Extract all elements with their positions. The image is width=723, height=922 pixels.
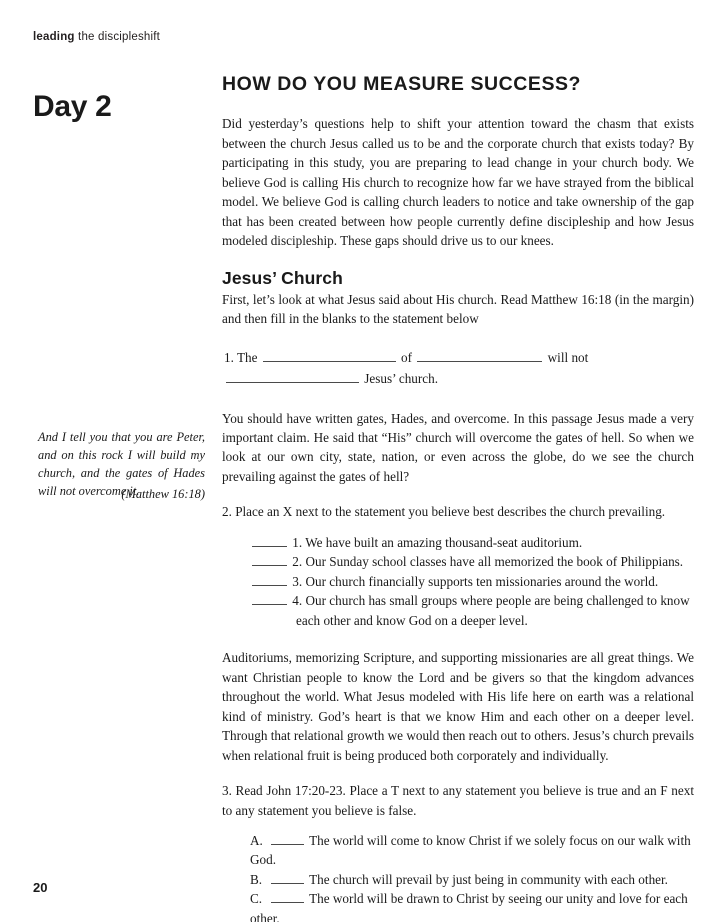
- answer-paragraph: You should have written gates, Hades, and overcome. In this passage Jesus made a very important claim. He said that “His” church will overcome the gates of hell. So when we look at our own city, state, nation, or even across the globe, do we see the church prevailing against the gates of hell?: [222, 410, 694, 484]
- option-text: The church will prevail by just being in community with each other.: [309, 871, 668, 887]
- relational-paragraph: Auditoriums, memorizing Scripture, and supporting missionaries are all great things. We want Christian people to know the Lord and be givers so that the kingdom advances throughout the world. What Jesus modeled with His life here on earth was a relational kind of ministry. God’s heart is that we know Him and each other on a deeper level. Through that relational growth we would then reach out to others. Jesus’s church prevails when relational fruit is being produced both corporately and individually.: [222, 650, 694, 763]
- list-item: [222, 591, 694, 630]
- option-letter: B.: [250, 871, 263, 887]
- question-3-prompt: 3. Read John 17:20-23. Place a T next to any statement you believe is true and an F next to any statement you believe is false.: [222, 783, 694, 818]
- blank-field-option-a[interactable]: [271, 832, 304, 845]
- blank-field-option-1[interactable]: [252, 534, 287, 547]
- running-header-bold: leading: [33, 31, 75, 43]
- list-item: [222, 889, 694, 922]
- margin-scripture-quote: And I tell you that you are Peter, and on this rock I will build my church, and the gates of Hades will not overcome it.: [38, 430, 205, 499]
- fill-in-mid-word: of: [401, 349, 413, 365]
- option-letter: A.: [250, 832, 263, 848]
- option-text: 4. Our church has small groups where people are being challenged to know: [292, 593, 690, 609]
- list-item: [222, 552, 694, 571]
- list-item: [222, 533, 694, 552]
- option-text-wrap: each other and know God on a deeper level.: [296, 612, 528, 628]
- option-text: 3. Our church financially supports ten missionaries around the world.: [292, 573, 659, 589]
- option-text-wrap: other.: [250, 910, 280, 922]
- subheading-paragraph: First, let’s look at what Jesus said about His church. Read Matthew 16:18 (in the margin) and then fill in the blanks to the statement below: [222, 291, 694, 327]
- running-header-light: the discipleshift: [74, 31, 161, 43]
- question-3-options: [222, 831, 694, 922]
- fill-in-second-line: [224, 368, 694, 389]
- question-2-prompt: 2. Place an X next to the statement you believe best describes the church prevailing.: [222, 504, 666, 520]
- option-text: The world will be drawn to Christ by seeing our unity and love for each: [309, 891, 688, 907]
- blank-field-option-b[interactable]: [271, 871, 304, 884]
- page-number: 20: [33, 880, 48, 895]
- fill-in-tail: will not: [547, 349, 589, 365]
- blank-field-option-2[interactable]: [252, 553, 287, 566]
- option-letter: C.: [250, 891, 263, 907]
- margin-column: [33, 76, 205, 122]
- blank-field-3[interactable]: [226, 370, 359, 383]
- page-title: HOW DO YOU MEASURE SUCCESS?: [222, 73, 582, 95]
- day-label: Day 2: [33, 90, 112, 123]
- section-subheading: Jesus’ Church: [222, 267, 343, 288]
- fill-in-the-blank-item: [222, 347, 694, 390]
- margin-scripture-citation: (Matthew 16:18): [121, 487, 205, 501]
- blank-field-2[interactable]: [417, 349, 542, 362]
- fill-in-number: 1. The: [224, 349, 258, 365]
- blank-field-1[interactable]: [263, 349, 396, 362]
- option-text-wrap: God.: [250, 852, 277, 868]
- intro-paragraph: Did yesterday’s questions help to shift your attention toward the chasm that exists between the church Jesus called us to be and the corporate church that exists today? By participating in this study, you are preparing to lead change in your church body. We believe God is calling His church to recognize how far we have strayed from the biblical model. We believe God is calling church leaders to notice and take ownership of the gap that has been created between how people currently define discipleship and how Jesus modeled discipleship. These gaps should drive us to our knees.: [222, 116, 694, 249]
- question-2-options: [222, 533, 694, 630]
- option-text: The world will come to know Christ if we solely focus on our walk with: [309, 832, 691, 848]
- list-item: [222, 870, 694, 889]
- list-item: [222, 572, 694, 591]
- list-item: [222, 831, 694, 870]
- main-column: [222, 74, 694, 922]
- option-text: 2. Our Sunday school classes have all memorized the book of Philippians.: [292, 554, 684, 570]
- fill-in-line2-tail: Jesus’ church.: [364, 371, 439, 387]
- blank-field-option-c[interactable]: [271, 890, 304, 903]
- running-header: [33, 31, 160, 43]
- option-text: 1. We have built an amazing thousand-seat auditorium.: [292, 534, 583, 550]
- blank-field-option-4[interactable]: [252, 592, 287, 605]
- blank-field-option-3[interactable]: [252, 573, 287, 586]
